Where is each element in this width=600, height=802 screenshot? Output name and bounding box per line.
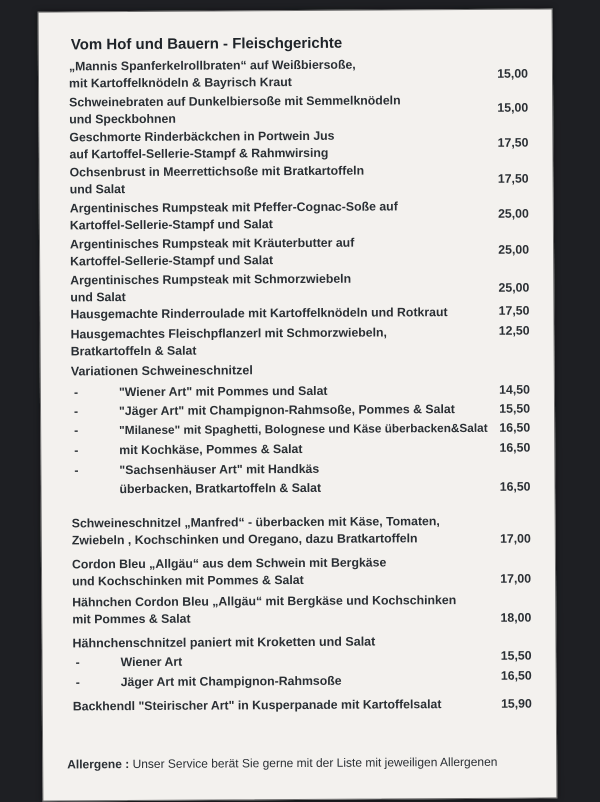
allergen-label: Allergene : xyxy=(67,757,130,772)
item-line: und Speckbohnen xyxy=(69,111,176,127)
variation-text: "Wiener Art" mit Pommes und Salat xyxy=(118,383,328,400)
item-line: Kartoffel-Sellerie-Stampf und Salat xyxy=(69,217,273,233)
item-line: Ochsenbrust in Meerrettichsoße mit Bratkartoffeln xyxy=(69,163,365,180)
item-line: Hausgemachtes Fleischpflanzerl mit Schmorzwiebeln, xyxy=(70,325,388,342)
menu-item xyxy=(70,234,535,271)
item-line: und Salat xyxy=(70,290,126,305)
item-price: 18,00 xyxy=(500,610,532,625)
item-price: 12,50 xyxy=(498,323,530,338)
item-price: 17,50 xyxy=(497,135,529,150)
item-price: 17,00 xyxy=(499,531,531,546)
menu-item xyxy=(70,304,535,324)
menu-item xyxy=(69,127,534,164)
menu-item xyxy=(70,162,535,199)
variation-price: 16,50 xyxy=(499,440,531,455)
variation-item: - "Milanese" mit Spaghetti, Bolognese und Käse überbacken&Salat 16,50 xyxy=(74,420,531,438)
menu-item xyxy=(70,198,535,235)
item-line: auf Kartoffel-Sellerie-Stampf & Rahmwirsing xyxy=(69,145,329,162)
variation-price: 16,50 xyxy=(500,668,532,683)
variation-price: 16,50 xyxy=(499,420,531,435)
item-line: Schweinebraten auf Dunkelbiersoße mit Semmelknödeln xyxy=(69,93,401,110)
allergen-note xyxy=(67,755,497,772)
item-line: Cordon Bleu „Allgäu“ aus dem Schwein mit Bergkäse xyxy=(71,555,387,572)
section-heading: Variationen Schweineschnitzel xyxy=(70,363,253,379)
item-line: Hausgemachte Rinderroulade mit Kartoffelknödeln und Rotkraut xyxy=(70,305,448,322)
item-line: mit Pommes & Salat xyxy=(72,611,191,627)
menu-item xyxy=(69,56,534,93)
variation-text: Wiener Art xyxy=(120,654,183,670)
item-line: Schweineschnitzel „Manfred“ - überbacken mit Käse, Tomaten, xyxy=(71,514,440,531)
menu-item xyxy=(73,696,538,716)
menu-item xyxy=(70,270,535,307)
variation-text: "Milanese" mit Spaghetti, Bolognese und Käse überbacken&Salat xyxy=(119,420,488,438)
item-line: Geschmorte Rinderbäckchen in Portwein Jus xyxy=(69,128,335,145)
variation-item: - "Wiener Art" mit Pommes und Salat 14,50 xyxy=(73,382,530,400)
item-price: 17,00 xyxy=(500,571,532,586)
variation-price: 15,50 xyxy=(500,648,532,663)
variation-item: - "Sachsenhäuser Art" mit Handkäs xyxy=(71,460,536,463)
item-price: 15,00 xyxy=(497,100,529,115)
item-line: Hähnchen Cordon Bleu „Allgäu“ mit Bergkäse und Kochschinken xyxy=(72,593,457,610)
variation-text: "Sachsenhäuser Art" mit Handkäs xyxy=(119,461,320,478)
allergen-text: Unser Service berät Sie gerne mit der Liste mit jeweiligen Allergenen xyxy=(132,754,498,772)
item-line: Argentinisches Rumpsteak mit Pfeffer-Cognac-Soße auf xyxy=(69,199,398,216)
item-price: 15,00 xyxy=(497,66,529,81)
variation-text: Jäger Art mit Champignon-Rahmsoße xyxy=(120,673,342,690)
item-line: Kartoffel-Sellerie-Stampf und Salat xyxy=(70,253,274,269)
menu-item xyxy=(69,92,534,129)
menu-sheet xyxy=(38,8,558,801)
variation-item: - "Jäger Art" mit Champignon-Rahmsoße, Pommes & Salat 15,50 xyxy=(73,401,531,419)
item-price: 15,90 xyxy=(501,696,532,711)
variation-item: - Jäger Art mit Champignon-Rahmsoße 16,50 xyxy=(75,668,532,690)
menu-item xyxy=(71,324,536,361)
item-price: 25,00 xyxy=(498,242,530,257)
variation-item: - mit Kochkäse, Pommes & Salat 16,50 xyxy=(74,440,531,458)
item-line: und Kochschinken mit Pommes & Salat xyxy=(72,572,304,589)
variation-text: mit Kochkäse, Pommes & Salat xyxy=(119,441,303,458)
section-heading: Hähnchenschnitzel paniert mit Kroketten und Salat xyxy=(72,634,376,651)
menu-item xyxy=(72,513,537,550)
item-line: Argentinisches Rumpsteak mit Schmorzwiebeln xyxy=(70,271,352,288)
variation-text: überbacken, Bratkartoffeln & Salat xyxy=(119,480,322,497)
variation-price: 16,50 xyxy=(499,479,531,494)
item-line: Argentinisches Rumpsteak mit Kräuterbutter auf xyxy=(69,235,355,252)
item-price: 17,50 xyxy=(498,303,530,318)
variation-item: - Wiener Art 15,50 xyxy=(75,648,532,670)
variation-price: 15,50 xyxy=(499,401,531,416)
item-price: 17,50 xyxy=(497,171,529,186)
variation-price: 14,50 xyxy=(499,382,530,397)
item-line: „Mannis Spanferkelrollbraten“ auf Weißbiersoße, xyxy=(68,57,356,74)
item-price: 25,00 xyxy=(498,206,529,221)
item-line: Backhendl "Steirischer Art" in Kusperpanade mit Kartoffelsalat xyxy=(72,697,442,714)
item-line: mit Kartoffelknödeln & Bayrisch Kraut xyxy=(68,75,292,91)
item-price: 25,00 xyxy=(498,280,530,295)
menu-item xyxy=(72,592,537,629)
menu-item xyxy=(72,554,537,591)
item-line: Zwiebeln , Kochschinken und Oregano, dazu Bratkartoffeln xyxy=(71,531,418,548)
menu-title: Vom Hof und Bauern - Fleischgerichte xyxy=(70,34,343,54)
item-line: Bratkartoffeln & Salat xyxy=(70,343,197,359)
variation-text: "Jäger Art" mit Champignon-Rahmsoße, Pommes & Salat xyxy=(118,402,455,419)
item-line: und Salat xyxy=(69,182,126,197)
